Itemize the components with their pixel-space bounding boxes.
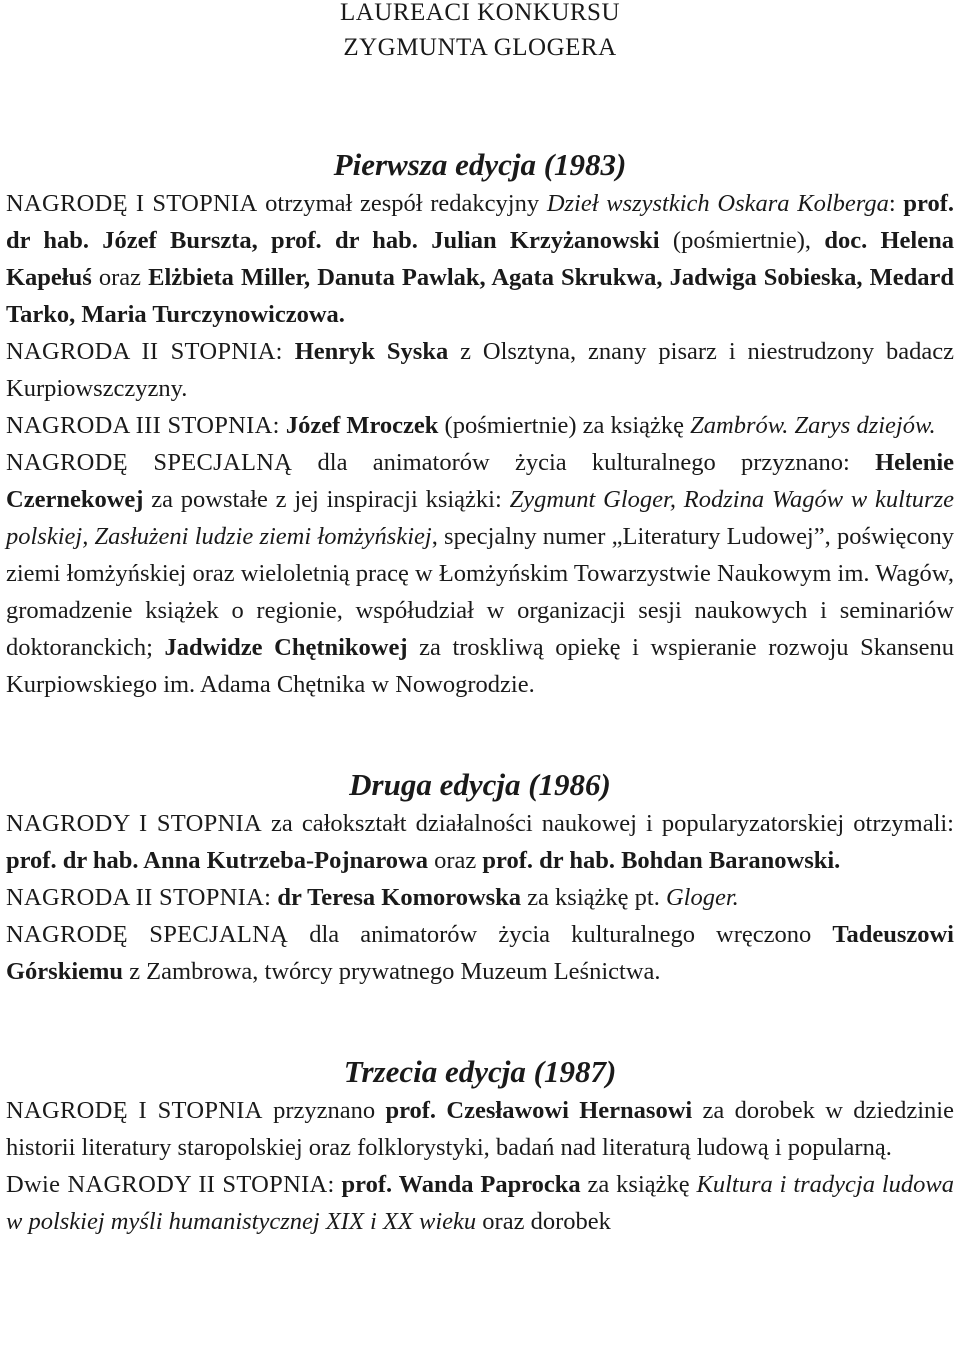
book-title: Zambrów. Zarys dziejów. [690, 412, 936, 439]
award-paragraph: NAGRODĘ I STOPNIA otrzymał zespół redakcyjny Dzieł wszystkich Oskara Kolberga: prof. dr hab. Józef Burszta, prof. dr hab. Julian Krzyżanowski (pośmiertnie), doc. Helena Kapełuś oraz Elżbieta Miller, Danuta Pawlak, Agata Skrukwa, Jadwiga Sobieska, Medard Tarko, Maria Turczynowiczowa. [6, 190, 954, 328]
award-category: NAGRODA III STOPNIA: [6, 412, 280, 439]
document-title-line-2: ZYGMUNTA GLOGERA [343, 34, 617, 61]
award-category: NAGRODA II STOPNIA: [6, 338, 283, 365]
laureate-names: doc. Helena Kapełuś [6, 227, 954, 291]
laureate-name: prof. Czesławowi Hernasowi [385, 1097, 693, 1124]
award-category: NAGRODĘ I STOPNIA [6, 1097, 263, 1124]
laureate-name: Helenie Czernekowej [6, 449, 954, 513]
award-paragraph: NAGRODĘ SPECJALNĄ dla animatorów życia kulturalnego wręczono Tadeuszowi Górskiemu z Zambrowa, twórcy prywatnego Muzeum Leśnictwa. [6, 921, 954, 985]
book-title: Dzieł wszystkich Oskara Kolberga [546, 190, 889, 217]
award-category: NAGRODA II STOPNIA: [6, 884, 272, 911]
edition-title: Pierwsza edycja (1983) [333, 147, 627, 182]
laureate-name: Józef Mroczek [285, 412, 439, 439]
award-category: NAGRODĘ SPECJALNĄ [6, 449, 293, 476]
award-category: NAGRODĘ SPECJALNĄ [6, 921, 289, 948]
document-title-line-1: LAUREACI KONKURSU [339, 0, 621, 26]
award-category: NAGRODY I STOPNIA [6, 810, 262, 837]
laureate-name: dr Teresa Komorowska [277, 884, 522, 911]
award-category: Dwie NAGRODY II STOPNIA: [6, 1171, 335, 1198]
award-paragraph: NAGRODA III STOPNIA: Józef Mroczek (pośmiertnie) za książkę Zambrów. Zarys dziejów. [6, 412, 936, 439]
laureate-names: prof. dr hab. Józef Burszta, prof. dr hab. Julian Krzyżanowski [6, 190, 954, 254]
book-title: Zygmunt Gloger, Rodzina Wagów w kulturze polskiej, Zasłużeni ludzie ziemi łomżyńskiej [6, 486, 954, 550]
award-category: NAGRODĘ I STOPNIA [6, 190, 258, 217]
laureate-name: prof. dr hab. Bohdan Baranowski. [482, 847, 841, 874]
award-paragraph: NAGRODA II STOPNIA: Henryk Syska z Olsztyna, znany pisarz i niestrudzony badacz Kurpiowszczyzny. [6, 338, 954, 402]
edition-title: Trzecia edycja (1987) [343, 1054, 617, 1089]
award-paragraph: NAGRODY I STOPNIA za całokształt działalności naukowej i popularyzatorskiej otrzymali: prof. dr hab. Anna Kutrzeba-Pojnarowa oraz prof. dr hab. Bohdan Baranowski. [6, 810, 954, 874]
document-page [6, 0, 954, 1240]
award-paragraph: NAGRODĘ SPECJALNĄ dla animatorów życia kulturalnego przyznano: Helenie Czernekowej za powstałe z jej inspiracji książki: Zygmunt Gloger, Rodzina Wagów w kulturze polskiej, Zasłużeni ludzie ziemi łomżyńskiej, specjalny numer „Literatury Ludowej”, poświęcony ziemi łomżyńskiej oraz wieloletnią pracę w Łomżyńskim Towarzystwie Naukowym im. Wagów, gromadzenie książek o regionie, współudział w organizacji sesji naukowych i seminariów doktoranckich; Jadwidze Chętnikowej za troskliwą opiekę i wspieranie rozwoju Skansenu Kurpiowskiego im. Adama Chętnika w Nowogrodzie. [6, 449, 955, 698]
book-title: Gloger. [665, 884, 739, 911]
book-title: Kultura i tradycja ludowa w polskiej myśli humanistycznej XIX i XX wieku [6, 1171, 955, 1235]
award-paragraph: NAGRODĘ I STOPNIA przyznano prof. Czesławowi Hernasowi za dorobek w dziedzinie historii literatury staropolskiej oraz folklorystyki, badań nad literaturą ludową i popularną. [6, 1097, 954, 1161]
laureate-name: prof. dr hab. Anna Kutrzeba-Pojnarowa [6, 847, 428, 874]
edition-title: Druga edycja (1986) [349, 767, 611, 802]
laureate-name: Jadwidze Chętnikowej [164, 634, 408, 661]
award-paragraph: NAGRODA II STOPNIA: dr Teresa Komorowska za książkę pt. Gloger. [6, 884, 739, 911]
laureate-name: Tadeuszowi Górskiemu [6, 921, 954, 985]
laureate-name: prof. Wanda Paprocka [341, 1171, 581, 1198]
laureate-names: Elżbieta Miller, Danuta Pawlak, Agata Skrukwa, Jadwiga Sobieska, Medard Tarko, Maria Turczynowiczowa. [6, 264, 954, 328]
award-paragraph: Dwie NAGRODY II STOPNIA: prof. Wanda Paprocka za książkę Kultura i tradycja ludowa w polskiej myśli humanistycznej XIX i XX wieku oraz dorobek [6, 1171, 955, 1235]
laureate-name: Henryk Syska [294, 338, 449, 365]
